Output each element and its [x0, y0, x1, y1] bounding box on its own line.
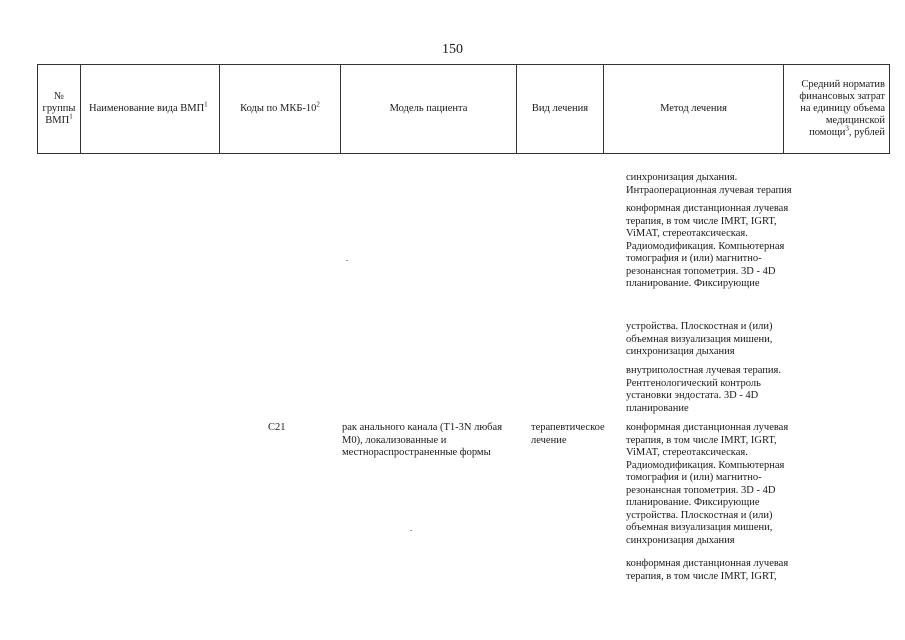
method-text-2: конформная дистанционная лучевая терапия, в том числе IMRT, IGRT, ViMAT, стереотаксическая. Радиомодификация. Компьютерная томография и (или) магнитно- резонансная топометрия. 3D - 4D планирование. Фиксирующие [626, 203, 789, 289]
header-patient-model: Модель пациента [341, 65, 517, 154]
scan-speck [346, 260, 348, 261]
method-text-5: конформная дистанционная лучевая терапия, в том числе IMRT, IGRT, ViMAT, стереотаксическая. Радиомодификация. Компьютерная томография и (или) магнитно- резонансная топометрия. 3D - 4D планирование. Фиксирующие устройства. Плоскостная и (или) объемная визуализация мишени, синхронизация дыхания [626, 422, 789, 546]
method-text-1: синхронизация дыхания. Интраоперационная лучевая терапия [626, 172, 792, 196]
table-header [37, 64, 890, 154]
header-treatment-type: Вид лечения [517, 65, 604, 154]
treatment-type: терапевтическое лечение [531, 422, 605, 446]
header-treatment-method: Метод лечения [604, 65, 784, 154]
header-average-cost: Средний норматив финансовых затрат на единицу объема медицинской помощи$^3$, рублей [784, 65, 890, 154]
method-text-4: внутриполостная лучевая терапия. Рентгенологический контроль установки эндостата. 3D - 4D планирование [626, 365, 781, 414]
icd-code: C21 [268, 422, 286, 433]
header-vmp-name: Наименование вида ВМП$^1$ [81, 65, 220, 154]
method-text-3: устройства. Плоскостная и (или) объемная визуализация мишени, синхронизация дыхания [626, 321, 773, 357]
header-icd-codes: Коды по МКБ-$10^2$ [220, 65, 341, 154]
scan-speck [410, 530, 412, 531]
patient-model: рак анального канала (T1-3N любая M0), локализованные и местнораспространенные формы [342, 422, 503, 458]
header-group-number: № группы ВМП$^1$ [38, 65, 81, 154]
page-number: 150 [442, 42, 463, 57]
method-text-6: конформная дистанционная лучевая терапия, в том числе IMRT, IGRT, [626, 558, 789, 582]
